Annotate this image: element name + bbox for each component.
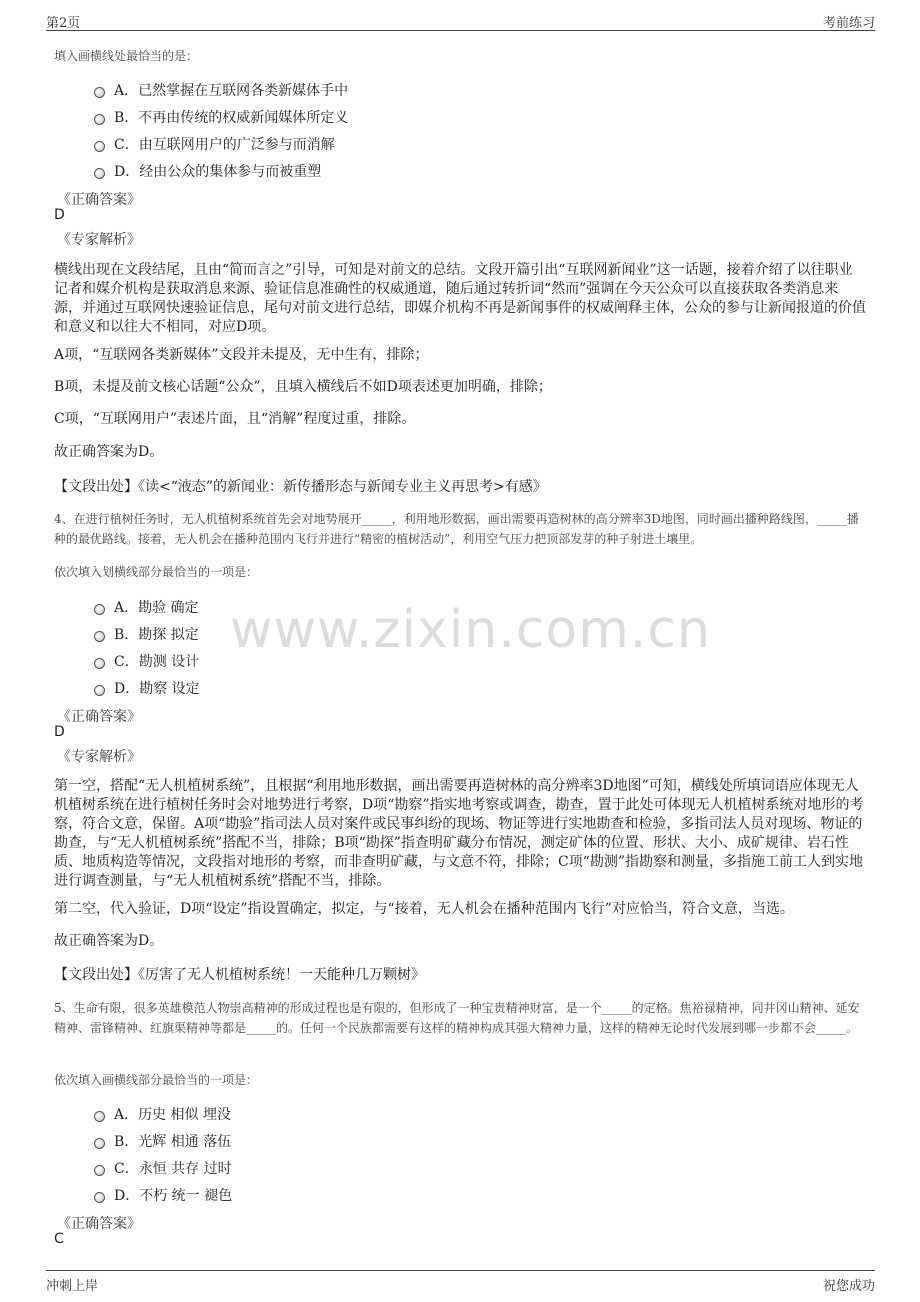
option-label: D．勘察 设定 bbox=[114, 681, 200, 697]
q4-prompt: 依次填入划横线部分最恰当的一项是： bbox=[54, 565, 259, 579]
radio-icon[interactable] bbox=[94, 604, 105, 615]
q4-option-a[interactable] bbox=[94, 597, 199, 617]
q5-answer-tag: 《正确答案》 bbox=[57, 1216, 141, 1232]
radio-icon[interactable] bbox=[94, 87, 105, 98]
radio-icon[interactable] bbox=[94, 631, 105, 642]
radio-icon[interactable] bbox=[94, 1111, 105, 1122]
q4-answer-tag: 《正确答案》 bbox=[57, 709, 141, 725]
radio-icon[interactable] bbox=[94, 1138, 105, 1149]
radio-icon[interactable] bbox=[94, 168, 105, 179]
footer-right: 祝您成功 bbox=[822, 1279, 875, 1294]
page-header bbox=[46, 10, 875, 31]
q4-option-b[interactable] bbox=[94, 624, 199, 644]
q3-source: 【文段出处】《读<“液态”的新闻业：新传播形态与新闻专业主义再思考>有感》 bbox=[54, 479, 547, 495]
q3-prompt: 填入画横线处最恰当的是： bbox=[54, 49, 199, 63]
q3-option-b[interactable] bbox=[94, 107, 348, 127]
q4-analysis-p3: 故正确答案为D。 bbox=[54, 933, 164, 949]
q3-analysis-p2: A项，“互联网各类新媒体”文段并未提及，无中生有，排除； bbox=[54, 347, 429, 363]
q3-answer: D bbox=[54, 207, 65, 223]
radio-icon[interactable] bbox=[94, 114, 105, 125]
q3-answer-tag: 《正确答案》 bbox=[57, 192, 141, 208]
q3-analysis-p4: C项，“互联网用户”表述片面，且“消解”程度过重，排除。 bbox=[54, 411, 416, 427]
radio-icon[interactable] bbox=[94, 141, 105, 152]
q3-analysis-tag: 《专家解析》 bbox=[57, 232, 141, 248]
option-label: A．已然掌握在互联网各类新媒体手中 bbox=[114, 83, 349, 99]
page-number: 第2页 bbox=[46, 16, 81, 31]
q4-stem: 4、在进行植树任务时，无人机植树系统首先会对地势展开_____，利用地形数据，画出需要再造树林的高分辨率3D地图，同时画出播种路线图，_____播种的最优路线。接着，无人机会在播种范围内飞行并进行“精密的植树活动”，利用空气压力把顶部发芽的种子射进土壤里。 bbox=[54, 512, 859, 546]
radio-icon[interactable] bbox=[94, 1192, 105, 1203]
q4-analysis-tag: 《专家解析》 bbox=[57, 749, 141, 765]
q4-analysis-p2: 第二空，代入验证，D项“设定”指设置确定，拟定，与“接着，无人机会在播种范围内飞行”对应恰当，符合文意，当选。 bbox=[54, 901, 794, 917]
radio-icon[interactable] bbox=[94, 1165, 105, 1176]
q4-source: 【文段出处】《厉害了无人机植树系统！一天能种几万颗树》 bbox=[54, 967, 425, 983]
page-footer bbox=[46, 1270, 875, 1293]
option-label: A．勘验 确定 bbox=[114, 600, 199, 616]
q3-analysis-p3: B项，未提及前文核心话题“公众”，且填入横线后不如D项表述更加明确，排除； bbox=[54, 379, 552, 395]
option-label: D．不朽 统一 褪色 bbox=[114, 1188, 233, 1204]
q4-analysis-p1: 第一空，搭配“无人机植树系统”，且根据“利用地形数据，画出需要再造树林的高分辨率3D地图”可知，横线处所填词语应体现无人机植树系统在进行植树任务时会对地势进行考察，D项“勘察”指实地考察或调查，勘查，置于此处可体现无人机植树系统对地形的考察，符合文意，保留。A项“勘验”指司法人员对案件或民事纠纷的现场、物证等进行实地勘查和检验，多指司法人员对现场、物证的勘查，与“无人机植树系统”搭配不当，排除；B项“勘探”指查明矿藏分布情况，测定矿体的位置、形状、大小、成矿规律、岩石性质、地质构造等情况，文段指对地形的考察，而非查明矿藏，与文意不符，排除；C项“勘测”指勘察和测量，多指施工前工人到实地进行调查测量，与“无人机植树系统”搭配不当，排除。 bbox=[54, 778, 864, 889]
option-label: B．不再由传统的权威新闻媒体所定义 bbox=[114, 110, 349, 126]
q3-option-d[interactable] bbox=[94, 161, 321, 181]
option-label: A．历史 相似 埋没 bbox=[114, 1107, 232, 1123]
q3-option-a[interactable] bbox=[94, 80, 348, 100]
option-label: C．永恒 共存 过时 bbox=[114, 1161, 232, 1177]
q5-option-c[interactable] bbox=[94, 1158, 232, 1178]
watermark: www.zixin.com.cn bbox=[230, 600, 711, 660]
q3-option-c[interactable] bbox=[94, 134, 335, 154]
option-label: D．经由公众的集体参与而被重塑 bbox=[114, 164, 322, 180]
q3-analysis-p1: 横线出现在文段结尾，且由“简而言之”引导，可知是对前文的总结。文段开篇引出“互联网新闻业”这一话题，接着介绍了以往职业记者和媒介机构是获取消息来源、验证信息准确性的权威通道，随后通过转折词“然而”强调在今天公众可以直接获取各类消息来源，并通过互联网快速验证信息，尾句对前文进行总结，即媒介机构不再是新闻事件的权威阐释主体，公众的参与让新闻报道的价值和意义和以往大不相同，对应D项。 bbox=[54, 262, 866, 335]
q4-answer: D bbox=[54, 724, 65, 740]
footer-left: 冲刺上岸 bbox=[46, 1279, 99, 1294]
radio-icon[interactable] bbox=[94, 658, 105, 669]
option-label: C．勘测 设计 bbox=[114, 654, 200, 670]
q5-prompt: 依次填入画横线部分最恰当的一项是： bbox=[54, 1073, 259, 1087]
q5-option-b[interactable] bbox=[94, 1131, 231, 1151]
q5-option-d[interactable] bbox=[94, 1185, 232, 1205]
header-title: 考前练习 bbox=[822, 16, 875, 31]
q4-option-d[interactable] bbox=[94, 678, 200, 698]
q5-option-a[interactable] bbox=[94, 1104, 231, 1124]
radio-icon[interactable] bbox=[94, 685, 105, 696]
option-label: B．勘探 拟定 bbox=[114, 627, 199, 643]
q5-answer: C bbox=[54, 1231, 64, 1247]
q3-analysis-p5: 故正确答案为D。 bbox=[54, 444, 164, 460]
option-label: C．由互联网用户的广泛参与而消解 bbox=[114, 137, 335, 153]
option-label: B．光辉 相通 落伍 bbox=[114, 1134, 232, 1150]
q5-stem: 5、生命有限，很多英雄模范人物崇高精神的形成过程也是有限的，但形成了一种宝贵精神财富，是一个_____的定格。焦裕禄精神，同井冈山精神、延安精神、雷锋精神、红旗渠精神等都是_____的。任何一个民族都需要有这样的精神构成其强大精神力量，这样的精神无论时代发展到哪一步都不会_____。 bbox=[54, 1001, 860, 1035]
q4-option-c[interactable] bbox=[94, 651, 199, 671]
